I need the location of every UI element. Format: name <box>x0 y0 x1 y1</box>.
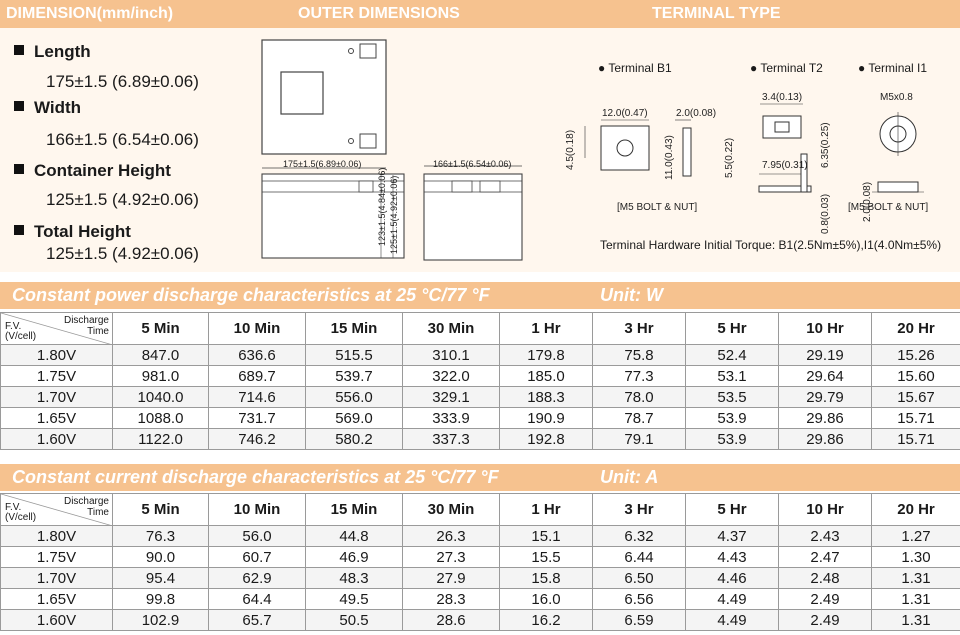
value-cell: 29.79 <box>779 387 872 408</box>
table-header-row <box>1 313 960 345</box>
value-cell: 15.67 <box>872 387 960 408</box>
value-cell: 4.49 <box>686 610 779 631</box>
value-cell: 15.60 <box>872 366 960 387</box>
table-row <box>1 345 960 366</box>
column-header: 15 Min <box>306 313 403 345</box>
value-cell: 689.7 <box>209 366 306 387</box>
value-cell: 78.0 <box>593 387 686 408</box>
value-cell: 15.71 <box>872 408 960 429</box>
value-cell: 28.6 <box>403 610 500 631</box>
column-header: 5 Hr <box>686 313 779 345</box>
column-header: 15 Min <box>306 494 403 526</box>
column-header: 30 Min <box>403 494 500 526</box>
value-cell: 185.0 <box>500 366 593 387</box>
value-cell: 102.9 <box>113 610 209 631</box>
value-cell: 4.49 <box>686 589 779 610</box>
value-cell: 1122.0 <box>113 429 209 450</box>
value-cell: 337.3 <box>403 429 500 450</box>
b1-h2-label: 11.0(0.43) <box>664 135 675 180</box>
value-cell: 2.43 <box>779 526 872 547</box>
corner-top-label: Discharge <box>63 496 109 507</box>
t2-height-label: 6.35(0.25) <box>820 122 831 168</box>
column-header: 3 Hr <box>593 494 686 526</box>
power-section-unit: Unit: W <box>600 285 663 305</box>
value-cell: 48.3 <box>306 568 403 589</box>
terminal-i1-label: ● Terminal I1 <box>858 61 928 75</box>
value-cell: 2.49 <box>779 589 872 610</box>
value-cell: 329.1 <box>403 387 500 408</box>
table-row <box>1 408 960 429</box>
spec-value: 125±1.5 (4.92±0.06) <box>46 244 199 263</box>
corner-bottom-label: F.V. <box>5 321 22 332</box>
column-header: 20 Hr <box>872 494 960 526</box>
value-cell: 27.3 <box>403 547 500 568</box>
value-cell: 65.7 <box>209 610 306 631</box>
value-cell: 53.5 <box>686 387 779 408</box>
table-corner-cell <box>1 494 113 526</box>
outer-dimensions-heading: OUTER DIMENSIONS <box>298 5 460 22</box>
column-header: 3 Hr <box>593 313 686 345</box>
width-dim-label: 166±1.5(6.54±0.06) <box>433 159 512 169</box>
fv-cell: 1.60V <box>1 610 113 631</box>
spec-total-height <box>14 222 131 242</box>
column-header: 1 Hr <box>500 494 593 526</box>
dimension-panel <box>0 28 960 272</box>
b1-side <box>683 128 691 176</box>
value-cell: 6.44 <box>593 547 686 568</box>
value-cell: 15.8 <box>500 568 593 589</box>
bullet-square-icon <box>14 164 24 174</box>
column-header: 30 Min <box>403 313 500 345</box>
value-cell: 50.5 <box>306 610 403 631</box>
column-header: 5 Min <box>113 494 209 526</box>
spec-width <box>14 98 81 118</box>
value-cell: 15.26 <box>872 345 960 366</box>
column-header: 10 Hr <box>779 494 872 526</box>
value-cell: 46.9 <box>306 547 403 568</box>
table-row <box>1 589 960 610</box>
side-view-drawing <box>418 164 528 268</box>
terminal-type-heading: TERMINAL TYPE <box>652 5 781 22</box>
value-cell: 29.86 <box>779 408 872 429</box>
terminal-b1-drawing <box>565 108 740 208</box>
fv-cell: 1.80V <box>1 526 113 547</box>
value-cell: 2.49 <box>779 610 872 631</box>
value-cell: 90.0 <box>113 547 209 568</box>
value-cell: 53.9 <box>686 408 779 429</box>
power-table <box>0 312 960 450</box>
value-cell: 62.9 <box>209 568 306 589</box>
fv-cell: 1.70V <box>1 568 113 589</box>
power-section-bar <box>0 282 960 309</box>
header-bar <box>0 0 960 28</box>
i1-profile <box>878 182 918 192</box>
column-header: 1 Hr <box>500 313 593 345</box>
corner-top-label-2: Time <box>87 326 109 337</box>
value-cell: 26.3 <box>403 526 500 547</box>
fv-cell: 1.65V <box>1 589 113 610</box>
length-dim-label: 175±1.5(6.89±0.06) <box>283 159 362 169</box>
b1-h1-label: 4.5(0.18) <box>565 129 576 170</box>
value-cell: 76.3 <box>113 526 209 547</box>
value-cell: 16.2 <box>500 610 593 631</box>
value-cell: 322.0 <box>403 366 500 387</box>
terminal-positive <box>360 44 376 58</box>
terminal-negative <box>360 134 376 148</box>
value-cell: 556.0 <box>306 387 403 408</box>
value-cell: 53.9 <box>686 429 779 450</box>
spec-length <box>14 42 91 62</box>
value-cell: 1.27 <box>872 526 960 547</box>
value-cell: 847.0 <box>113 345 209 366</box>
value-cell: 188.3 <box>500 387 593 408</box>
value-cell: 44.8 <box>306 526 403 547</box>
value-cell: 731.7 <box>209 408 306 429</box>
value-cell: 77.3 <box>593 366 686 387</box>
torque-note: Terminal Hardware Initial Torque: B1(2.5Nm±5%),I1(4.0Nm±5%) <box>600 238 942 252</box>
value-cell: 60.7 <box>209 547 306 568</box>
column-header: 10 Hr <box>779 313 872 345</box>
bullet-square-icon <box>14 225 24 235</box>
b1-h3-label: 5.5(0.22) <box>724 137 735 178</box>
height-dim-label-b: 125±1.5(4.92±0.06) <box>389 175 399 254</box>
value-cell: 4.43 <box>686 547 779 568</box>
value-cell: 6.56 <box>593 589 686 610</box>
height-dim-label-a: 123±1.5(4.84±0.06) <box>377 167 387 246</box>
table-row <box>1 610 960 631</box>
t2-width-label: 3.4(0.13) <box>762 92 803 103</box>
current-section-unit: Unit: A <box>600 467 659 487</box>
value-cell: 56.0 <box>209 526 306 547</box>
value-cell: 4.37 <box>686 526 779 547</box>
table-corner-cell <box>1 313 113 345</box>
value-cell: 569.0 <box>306 408 403 429</box>
table-row <box>1 366 960 387</box>
dimension-heading: DIMENSION(mm/inch) <box>6 5 174 22</box>
i1-bolt-note: [M5 BOLT & NUT] <box>848 202 929 213</box>
fv-cell: 1.60V <box>1 429 113 450</box>
terminal-t2-label: ● Terminal T2 <box>750 61 823 75</box>
value-cell: 29.86 <box>779 429 872 450</box>
spec-value: 166±1.5 (6.54±0.06) <box>46 130 199 149</box>
bullet-square-icon <box>14 45 24 55</box>
value-cell: 515.5 <box>306 345 403 366</box>
spec-label: Width <box>34 98 82 117</box>
t2-hole <box>775 122 789 132</box>
value-cell: 6.50 <box>593 568 686 589</box>
value-cell: 1040.0 <box>113 387 209 408</box>
value-cell: 29.19 <box>779 345 872 366</box>
value-cell: 53.1 <box>686 366 779 387</box>
column-header: 20 Hr <box>872 313 960 345</box>
value-cell: 15.71 <box>872 429 960 450</box>
column-header: 5 Min <box>113 313 209 345</box>
i1-bolt-label: M5x0.8 <box>880 92 913 103</box>
value-cell: 95.4 <box>113 568 209 589</box>
value-cell: 49.5 <box>306 589 403 610</box>
table-row <box>1 387 960 408</box>
table-row <box>1 547 960 568</box>
corner-bottom-label-2: (V/cell) <box>5 512 37 523</box>
terminal-b1-label: ● Terminal B1 <box>598 61 672 75</box>
value-cell: 179.8 <box>500 345 593 366</box>
table-row <box>1 429 960 450</box>
column-header: 10 Min <box>209 494 306 526</box>
value-cell: 28.3 <box>403 589 500 610</box>
value-cell: 310.1 <box>403 345 500 366</box>
value-cell: 1.31 <box>872 568 960 589</box>
value-cell: 192.8 <box>500 429 593 450</box>
value-cell: 1.30 <box>872 547 960 568</box>
table-header-row <box>1 494 960 526</box>
value-cell: 2.47 <box>779 547 872 568</box>
value-cell: 636.6 <box>209 345 306 366</box>
value-cell: 714.6 <box>209 387 306 408</box>
current-table <box>0 493 960 631</box>
value-cell: 4.46 <box>686 568 779 589</box>
value-cell: 580.2 <box>306 429 403 450</box>
b1-plate <box>601 126 649 170</box>
value-cell: 15.1 <box>500 526 593 547</box>
corner-bottom-label-2: (V/cell) <box>5 331 37 342</box>
fv-cell: 1.75V <box>1 366 113 387</box>
value-cell: 78.7 <box>593 408 686 429</box>
spec-label: Length <box>34 42 91 61</box>
fv-cell: 1.65V <box>1 408 113 429</box>
value-cell: 539.7 <box>306 366 403 387</box>
value-cell: 6.59 <box>593 610 686 631</box>
value-cell: 64.4 <box>209 589 306 610</box>
corner-bottom-label: F.V. <box>5 502 22 513</box>
value-cell: 981.0 <box>113 366 209 387</box>
spec-label: Container Height <box>34 161 171 180</box>
spec-label: Total Height <box>34 222 131 241</box>
value-cell: 1.31 <box>872 589 960 610</box>
corner-top-label: Discharge <box>63 315 109 326</box>
spec-value: 125±1.5 (4.92±0.06) <box>46 190 199 209</box>
value-cell: 75.8 <box>593 345 686 366</box>
spec-value: 175±1.5 (6.89±0.06) <box>46 72 199 91</box>
i1-height-label: 2.0(0.08) <box>862 181 873 222</box>
value-cell: 190.9 <box>500 408 593 429</box>
bullet-square-icon <box>14 101 24 111</box>
b1-width-label: 12.0(0.47) <box>602 108 648 119</box>
value-cell: 746.2 <box>209 429 306 450</box>
value-cell: 1088.0 <box>113 408 209 429</box>
fv-cell: 1.75V <box>1 547 113 568</box>
value-cell: 79.1 <box>593 429 686 450</box>
corner-top-label-2: Time <box>87 507 109 518</box>
table-row <box>1 526 960 547</box>
spec-container-height <box>14 161 171 181</box>
b1-thickness-label: 2.0(0.08) <box>676 108 717 119</box>
fv-cell: 1.70V <box>1 387 113 408</box>
power-section-title: Constant power discharge characteristics at 25 °C/77 °F <box>12 285 490 305</box>
value-cell: 29.64 <box>779 366 872 387</box>
value-cell: 333.9 <box>403 408 500 429</box>
b1-bolt-note: [M5 BOLT & NUT] <box>617 202 698 213</box>
value-cell: 27.9 <box>403 568 500 589</box>
value-cell: 2.48 <box>779 568 872 589</box>
fv-cell: 1.80V <box>1 345 113 366</box>
value-cell: 15.5 <box>500 547 593 568</box>
current-section-title: Constant current discharge characteristics at 25 °C/77 °F <box>12 467 499 487</box>
t2-length-label: 7.95(0.31) <box>762 160 808 171</box>
top-view-label-area <box>281 72 323 114</box>
t2-thickness-label: 0.8(0.03) <box>820 193 831 234</box>
value-cell: 99.8 <box>113 589 209 610</box>
value-cell: 16.0 <box>500 589 593 610</box>
column-header: 10 Min <box>209 313 306 345</box>
table-row <box>1 568 960 589</box>
current-section-bar <box>0 464 960 491</box>
column-header: 5 Hr <box>686 494 779 526</box>
value-cell: 6.32 <box>593 526 686 547</box>
value-cell: 1.31 <box>872 610 960 631</box>
value-cell: 52.4 <box>686 345 779 366</box>
